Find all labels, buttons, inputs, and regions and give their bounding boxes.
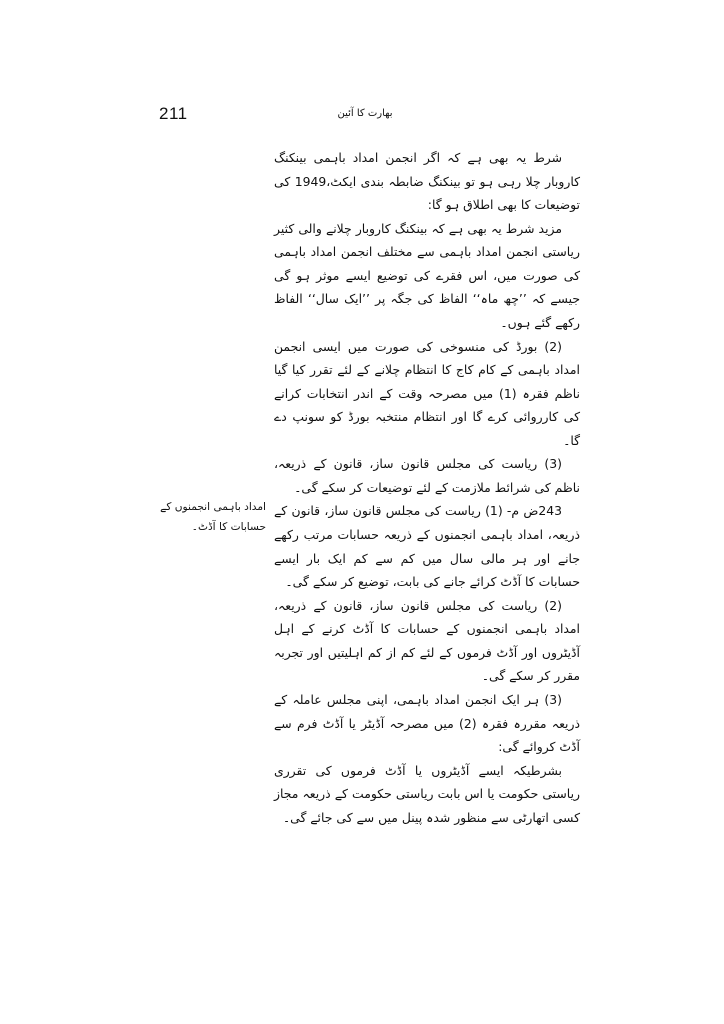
paragraph-clause-3: (3) ریاست کی مجلس قانون ساز، قانون کے ذریعہ، ناظم کی شرائط ملازمت کے لئے توضیعات کر سکے گی۔ xyxy=(274,456,580,495)
margin-note xyxy=(150,497,266,537)
margin-note-line-2: حسابات کا آڈٹ۔ xyxy=(191,521,266,534)
paragraph-clause-2: (2) بورڈ کی منسوخی کی صورت میں ایسی انجمن امداد باہمی کے کام کاج کا انتظام چلانے کے لئے تقرر کیا گیا ناظم فقرہ (1) میں مصرحہ وقت کے اندر انتخابات کرانے کی کارروائی کرے گا اور انتظام منتخبہ بورڈ کو سونپ دے گا۔ xyxy=(274,338,580,448)
paragraph-243zm-proviso: بشرطیکہ ایسے آڈیٹروں یا آڈٹ فرموں کی تقرری ریاستی حکومت یا اس بابت ریاستی حکومت کے ذریعہ مجاز کسی اتھارٹی سے منظور شدہ پینل میں سے کی جائے گی۔ xyxy=(274,762,580,825)
paragraph-article-243zm: 243ض م- (1) ریاست کی مجلس قانون ساز، قانون کے ذریعہ، امداد باہمی انجمنوں کے ذریعہ حسابات مرتب رکھے جانے اور ہر مالی سال میں کم سے کم ایک بار ایسے حسابات کا آڈٹ کرائے جانے کی بابت، توضیع کر سکے گی۔ xyxy=(274,503,580,590)
paragraph-243zm-clause-2: (2) ریاست کی مجلس قانون ساز، قانون کے ذریعہ، امداد باہمی انجمنوں کے حسابات کا آڈٹ کرنے کے اہل آڈیٹروں اور آڈٹ فرموں کے لئے کم از کم اہلیتیں اور تجربہ مقرر کر سکے گی۔ xyxy=(274,597,580,684)
paragraph-further-proviso: مزید شرط یہ بھی ہے کہ بینکنگ کاروبار چلانے والی کثیر ریاستی انجمن امداد باہمی سے مختلف انجمن امداد باہمی کی صورت میں، اس فقرے کی توضیع ایسے موثر ہو گی جیسے کہ ’’چھ ماہ‘‘ الفاظ کی جگہ پر ’’ایک سال‘‘ الفاظ رکھے گئے ہوں۔ xyxy=(274,220,580,330)
margin-note-line-1: امداد باہمی انجمنوں کے xyxy=(160,501,266,513)
paragraph-243zm-clause-3: (3) ہر ایک انجمن امداد باہمی، اپنی مجلس عاملہ کے ذریعہ مقررہ فقرہ (2) میں مصرحہ آڈیٹر یا آڈٹ فرم سے آڈٹ کروائے گی: xyxy=(274,691,580,755)
page-number: 211 xyxy=(159,104,188,123)
running-head: بھارت کا آئین xyxy=(337,108,393,119)
body-text xyxy=(274,146,580,829)
paragraph-proviso-banking: شرط یہ بھی ہے کہ اگر انجمن امداد باہمی بینکنگ کاروبار چلا رہی ہو تو بینکنگ ضابطہ بندی ایکٹ،1949 کی توضیعات کا بھی اطلاق ہو گا: xyxy=(274,150,580,213)
